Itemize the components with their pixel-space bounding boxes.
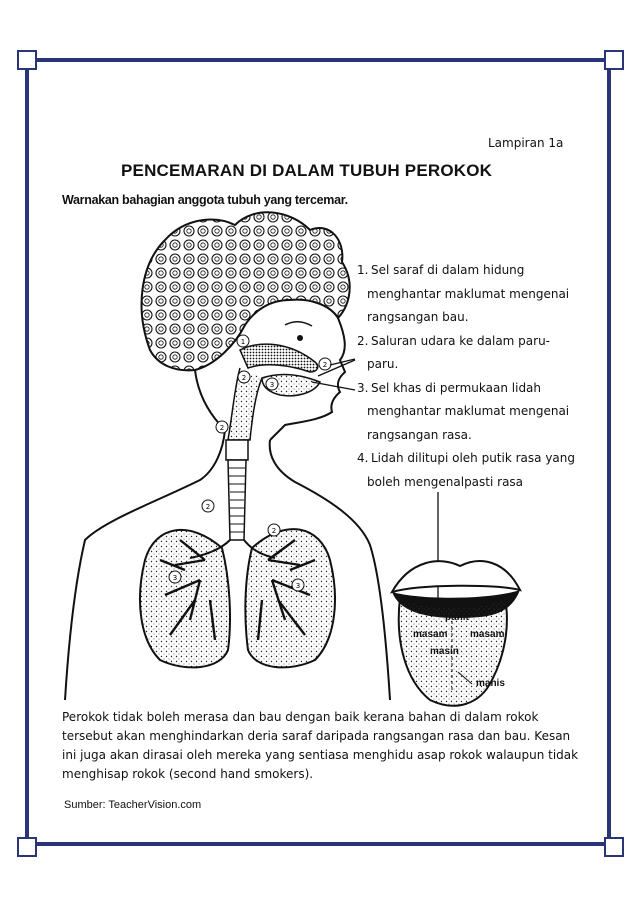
marker-3: 3 [269, 381, 275, 389]
page-title: PENCEMARAN DI DALAM TUBUH PEROKOK [121, 161, 493, 180]
marker-3: 3 [295, 582, 301, 590]
legend-line: Sel saraf di dalam hidung [371, 263, 525, 277]
explanation-paragraph [62, 708, 582, 784]
instruction-text: Warnakan bahagian anggota tubuh yang tercemar. [62, 193, 348, 207]
source-credit: Sumber: TeacherVision.com [64, 799, 202, 811]
right-lung [245, 529, 335, 667]
marker-1: 1 [240, 338, 246, 346]
taste-label-manis: manis [476, 678, 505, 689]
appendix-label: Lampiran 1a [488, 136, 564, 150]
marker-2: 2 [205, 503, 211, 511]
legend-number: 1. [357, 263, 369, 277]
legend-line: paru. [367, 357, 399, 371]
taste-label-masin: masin [430, 646, 459, 657]
legend-item [357, 259, 597, 330]
marker-3: 3 [172, 574, 178, 582]
taste-label-masam-left: masam [413, 629, 448, 640]
legend-line: rangsangan rasa. [367, 427, 472, 442]
legend-line: boleh mengenalpasti rasa [367, 474, 524, 489]
legend-line: Sel khas di permukaan lidah [371, 380, 542, 395]
legend-line: rangsangan bau. [367, 310, 469, 324]
taste-label-pahit: pahit [445, 612, 469, 623]
legend-number: 3. [357, 380, 369, 395]
legend-number: 4. [357, 451, 369, 465]
diagram-legend [357, 259, 597, 494]
marker-2: 2 [322, 361, 328, 369]
legend-item [357, 377, 597, 448]
paragraph-end: ). [304, 767, 314, 781]
nasal-cavity [240, 344, 318, 372]
legend-item [357, 330, 597, 377]
legend-item [357, 447, 597, 494]
paragraph-text: Perokok tidak boleh merasa dan bau dengan baik kerana bahan di dalam rokok tersebut akan menghindarkan deria saraf daripada rangsangan rasa dan bau. Kesan ini juga akan dirasai oleh mereka yang sentiasa menghidu asap rokok walaupun tidak menghisap rokok ( [62, 710, 579, 781]
taste-label-masam-right: masam [470, 629, 505, 640]
marker-2: 2 [271, 527, 277, 535]
legend-number: 2. [357, 333, 369, 348]
eye [297, 335, 303, 341]
paragraph-term: second hand smokers [173, 767, 305, 781]
legend-line: menghantar maklumat mengenai [367, 286, 570, 301]
marker-2: 2 [241, 374, 247, 382]
legend-line: menghantar maklumat mengenai [367, 404, 570, 418]
marker-2: 2 [219, 424, 225, 432]
legend-line: Lidah dilitupi oleh putik rasa yang [371, 451, 575, 465]
left-lung [140, 530, 230, 667]
lips [392, 561, 520, 592]
legend-line: Saluran udara ke dalam paru- [371, 333, 551, 348]
